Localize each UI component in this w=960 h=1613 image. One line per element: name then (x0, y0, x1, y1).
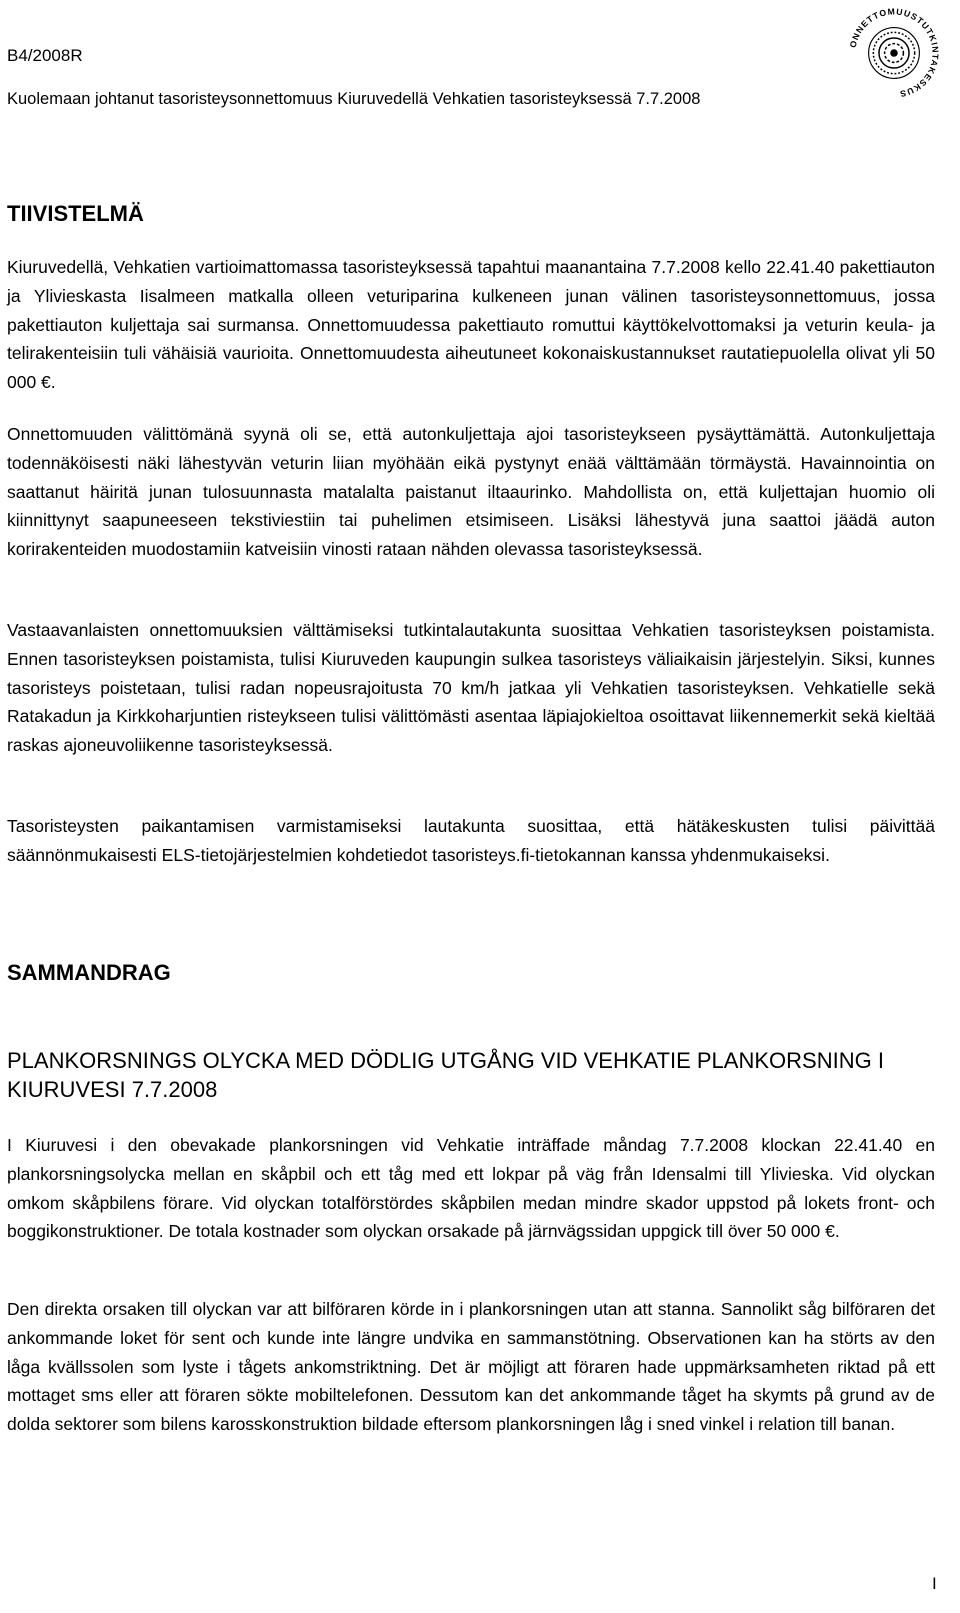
summary-heading-sv: SAMMANDRAG (7, 960, 171, 985)
onnettomuustutkintakeskus-logo-icon (847, 6, 941, 100)
svg-text:ONNETTOMUUSTUTKINTAKESKUS: ONNETTOMUUSTUTKINTAKESKUS (847, 6, 941, 100)
summary-paragraph-sv: I Kiuruvesi i den obevakade plankorsningen vid Vehkatie inträffade måndag 7.7.2008 klockan 22.41.40 en plankorsningsolycka mellan en skåpbil och ett tåg med ett lokpar på väg från Idensalmi till Ylivieska. Vid olyckan omkom skåpbilens förare. Vid olyckan totalförstördes skåpbilen medan mindre skador uppstod på lokets front- och boggikonstruktioner. De totala kostnader som olyckan orsakade på järnvägssidan uppgick till över 50 000 €. (7, 1135, 935, 1242)
document-id: B4/2008R (7, 46, 83, 65)
document-subtitle: Kuolemaan johtanut tasoristeysonnettomuus Kiuruvedellä Vehkatien tasoristeyksessä 7.7.2008 (7, 90, 701, 108)
summary-paragraph-fi: Tasoristeysten paikantamisen varmistamiseksi lautakunta suosittaa, että hätäkeskusten tulisi päivittää säännönmukaisesti ELS-tietojärjestelmien kohdetiedot tasoristeys.fi-tietokannan kanssa yhdenmukaiseksi. (7, 816, 935, 865)
page-number: I (932, 1574, 937, 1593)
summary-paragraph-sv: Den direkta orsaken till olyckan var att bilföraren körde in i plankorsningen utan att stanna. Sannolikt såg bilföraren det ankommande loket för sent och kunde inte längre undvika en sammanstötning. Observationen kan ha störts av den låga kvällssolen som lyste i tågets ankomstriktning. Det är möjligt att föraren hade uppmärksamheten riktad på ett mottaget sms eller att föraren sökte mobiltelefonen. Dessutom kan det ankommande tåget ha skymts på grund av de dolda sektorer som bilens karosskonstruktion bildade eftersom plankorsningen låg i sned vinkel i relation till banan. (7, 1299, 935, 1435)
summary-heading-fi: TIIVISTELMÄ (7, 201, 144, 226)
summary-paragraph-fi: Kiuruvedellä, Vehkatien vartioimattomassa tasoristeyksessä tapahtui maanantaina 7.7.2008 kello 22.41.40 pakettiauton ja Ylivieskasta Iisalmeen matkalla olleen veturiparina kulkeneen junan välinen tasoristeysonnettomuus, jossa pakettiauton kuljettaja sai surmansa. Onnettomuudessa pakettiauto romuttui käyttökelvottomaksi ja veturin keula- ja telirakenteisiin tuli vähäisiä vaurioita. Onnettomuudesta aiheutuneet kokonaiskustannukset rautatiepuolella olivat yli 50 000 €. (7, 257, 935, 393)
summary-paragraph-fi: Vastaavanlaisten onnettomuuksien välttämiseksi tutkintalautakunta suosittaa Vehkatien tasoristeyksen poistamista. Ennen tasoristeyksen poistamista, tulisi Kiuruveden kaupungin sulkea tasoristeys väliaikaisin järjestelyin. Siksi, kunnes tasoristeys poistetaan, tulisi radan nopeusrajoitusta 70 km/h jatkaa yli Vehkatien tasoristeyksen. Vehkatielle sekä Ratakadun ja Kirkkoharjuntien risteykseen tulisi välittömästi asentaa läpiajokieltoa osoittavat liikennemerkit sekä kieltää raskas ajoneuvoliikenne tasoristeyksessä. (7, 620, 935, 756)
summary-paragraph-fi: Onnettomuuden välittömänä syynä oli se, että autonkuljettaja ajoi tasoristeykseen pysäyttämättä. Autonkuljettaja todennäköisesti näki lähestyvän veturin liian myöhään eikä pystynyt enää välttämään törmäystä. Havainnointia on saattanut häiritä junan tulosuunnasta matalalta paistanut iltaaurinko. Mahdollista on, että kuljettajan huomio oli kiinnittynyt saapuneeseen tekstiviestiin tai puhelimen etsimiseen. Lisäksi lähestyvä juna saattoi jäädä auton korirakenteiden muodostamiin katveisiin vinosti rataan nähden olevassa tasoristeyksessä. (7, 424, 935, 560)
report-title-sv: PLANKORSNINGS OLYCKA MED DÖDLIG UTGÅNG VID VEHKATIE PLANKORSNING I KIURUVESI 7.7.2008 (7, 1048, 884, 1102)
